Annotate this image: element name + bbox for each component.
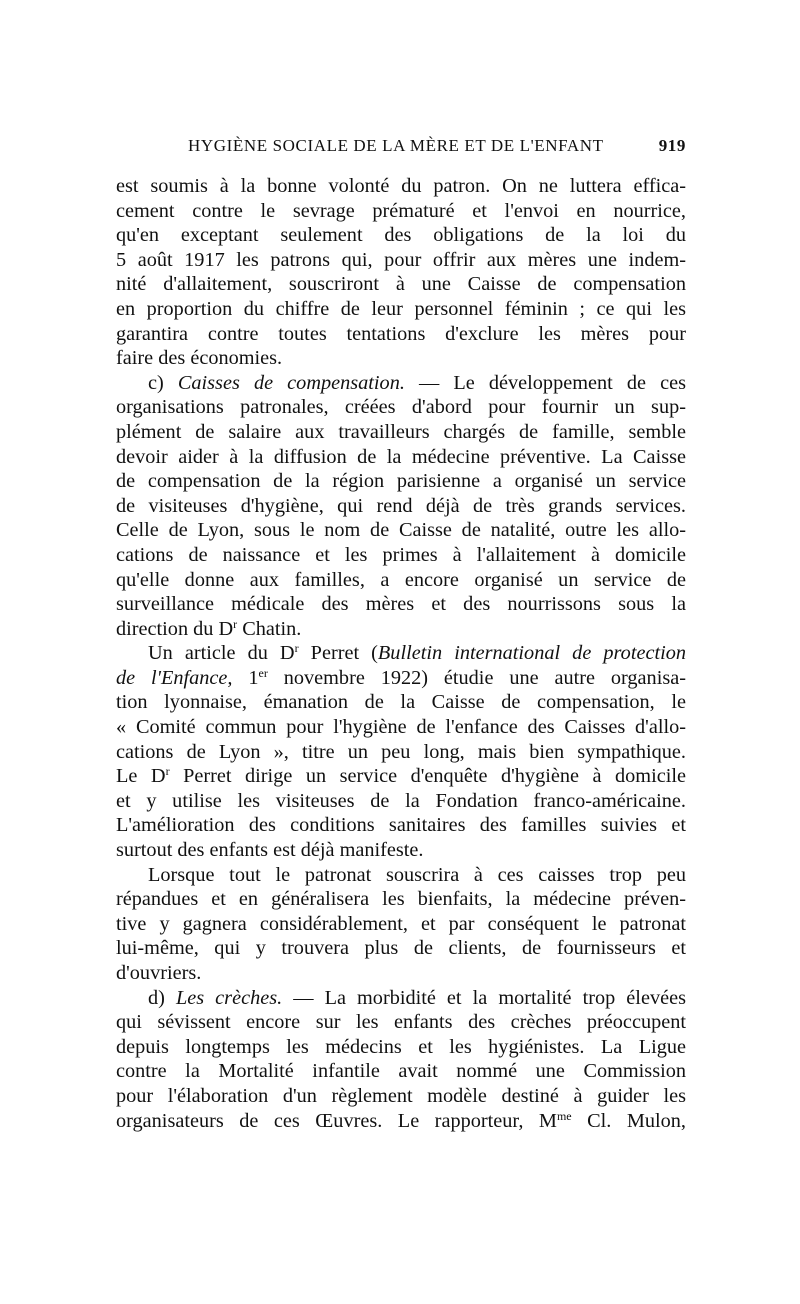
text-line: cations de Lyon », titre un peu long, mais bien sympathique. [116,740,686,763]
superscript: r [165,764,170,779]
section-label: c) [148,371,178,394]
text-line: et y utilise les visiteuses de la Fondation franco-américaine. [116,789,686,812]
text-line: de visiteuses d'hygiène, qui rend déjà de très grands services. [116,494,686,517]
text-line: surveillance médicale des mères et des nourrissons sous la [116,593,686,616]
text-line [116,641,686,666]
text-line: surtout des enfants est déjà manifeste. [116,839,424,862]
section-heading: Les crèches. [175,986,283,1009]
text-line [116,1109,686,1134]
text-run: Cl. Mulon, [571,1109,686,1132]
paragraph-1 [116,174,686,371]
superscript: er [258,665,268,680]
text-line: d'ouvriers. [116,962,202,984]
section-heading: Caisses de compensation. [177,371,405,394]
text-line [116,764,686,789]
text-line: pour l'élaboration d'un règlement modèle destiné à guider les [116,1084,686,1107]
text-run: novembre 1922) étudie une autre organisa- [267,666,686,689]
text-line: devoir aider à la diffusion de la médecine préventive. La Caisse [116,445,686,468]
text-line [116,617,686,642]
journal-title: de l'Enfance, [116,666,233,689]
text-run: Perret ( [298,642,378,665]
text-run: Un article du D [148,642,295,665]
text-run: direction du D [116,617,234,640]
text-run: Perret dirige un service d'enquête d'hygiène à domicile [169,765,686,788]
text-line: tive y gagnera considérablement, et par conséquent le patronat [116,912,686,935]
paragraph-patronat [116,863,686,986]
text-line: cement contre le sevrage prématuré et l'envoi en nourrice, [116,199,686,222]
text-line: L'amélioration des conditions sanitaires des familles suivies et [116,814,686,837]
text-line: faire des économies. [116,347,283,370]
text-line: Celle de Lyon, sous le nom de Caisse de natalité, outre les allo- [116,519,686,542]
text-line: 5 août 1917 les patrons qui, pour offrir aux mères une indem- [116,248,686,271]
text-line: nité d'allaitement, souscriront à une Caisse de compensation [116,273,686,296]
text-line: en proportion du chiffre de leur personnel féminin ; ce qui les [116,297,686,320]
text-run: organisateurs de ces Œuvres. Le rapporteur, M [116,1109,557,1132]
text-run: — La morbidité et la mortalité trop élevées [282,986,686,1009]
text-line: qu'elle donne aux familles, a encore organisé un service de [116,568,686,591]
text-line: « Comité commun pour l'hygiène de l'enfance des Caisses d'allo- [116,716,686,739]
text-line: qu'en exceptant seulement des obligations de la loi du [116,224,686,247]
text-run: — Le développement de ces [404,371,686,394]
text-line [116,666,686,691]
text-line: de compensation de la région parisienne a organisé un service [116,470,686,493]
journal-title: Bulletin international de protection [377,642,687,665]
text-line: contre la Mortalité infantile avait nommé une Commission [116,1060,686,1083]
text-line: qui sévissent encore sur les enfants des crèches préoccupent [116,1011,686,1034]
paragraph-article-perret [116,641,686,862]
text-line: garantira contre toutes tentations d'exclure les mères pour [116,322,686,345]
page-number: 919 [658,136,686,155]
text-line: tion lyonnaise, émanation de la Caisse de compensation, le [116,691,686,714]
text-run: Chatin. [237,617,302,640]
body-text [116,174,686,1133]
text-run: Le D [116,765,166,788]
text-line: est soumis à la bonne volonté du patron. On ne luttera effica- [116,175,686,197]
text-line [116,986,686,1011]
superscript: r [233,616,238,631]
text-line: plément de salaire aux travailleurs chargés de famille, semble [116,420,686,443]
text-run: 1 [232,666,259,689]
superscript: r [294,641,299,656]
paragraph-les-creches [116,986,686,1134]
running-title: HYGIÈNE SOCIALE DE LA MÈRE ET DE L'ENFANT [188,136,604,155]
text-line: lui-même, qui y trouvera plus de clients, de fournisseurs et [116,937,686,960]
text-line: répandues et en généralisera les bienfaits, la médecine préven- [116,888,686,911]
text-line [116,371,686,396]
text-line: depuis longtemps les médecins et les hygiénistes. La Ligue [116,1035,686,1058]
section-label: d) [148,986,176,1009]
superscript: me [556,1108,572,1123]
paragraph-caisses-de-compensation [116,371,686,642]
text-line: Lorsque tout le patronat souscrira à ces caisses trop peu [148,863,686,886]
text-line: cations de naissance et les primes à l'allaitement à domicile [116,543,686,566]
text-line: organisations patronales, créées d'abord pour fournir un sup- [116,396,686,419]
